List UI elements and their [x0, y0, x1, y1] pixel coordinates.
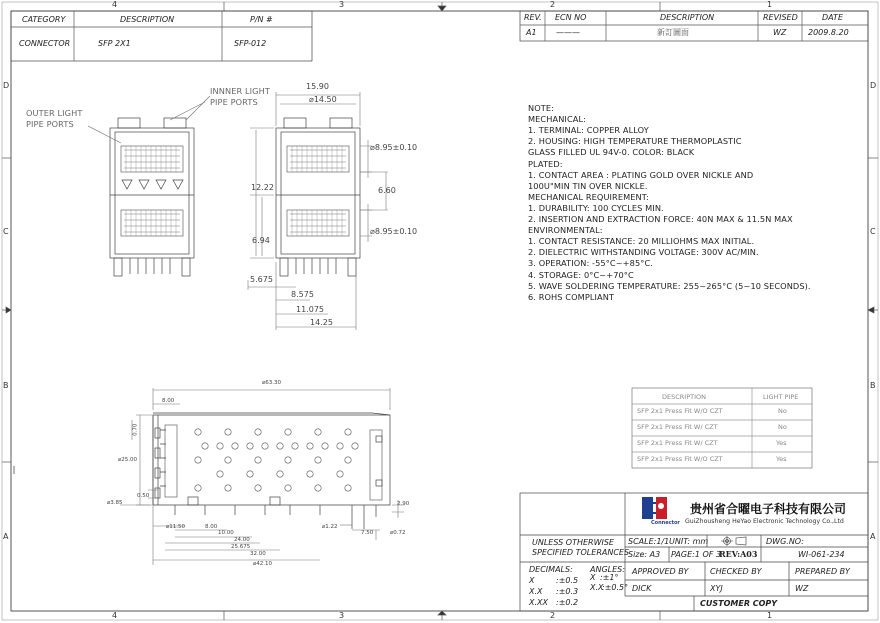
zone-top-1: 1: [767, 0, 773, 9]
dim-8-00-bottom: 8.00: [205, 524, 218, 530]
note-line: 5. WAVE SOLDERING TEMPERATURE: 255~265°C (5~10 SECONDS).: [528, 280, 811, 291]
vent-hole: [247, 471, 253, 477]
note-line: 2. INSERTION AND EXTRACTION FORCE: 40N MAX & 11.5N MAX: [528, 214, 793, 224]
zone-bottom-2: 2: [550, 611, 556, 620]
vent-hole: [322, 443, 328, 449]
dim-6-60: 6.60: [378, 186, 396, 195]
zone-left-d: D: [3, 81, 10, 90]
company-name-cn: 贵州省合曜电子科技有限公司: [690, 502, 847, 516]
dec-xxx-value: :±0.2: [556, 598, 579, 607]
zone-right-b: B: [870, 381, 876, 390]
tolerance-title-1: UNLESS OTHERWISE: [532, 538, 614, 547]
dim-42-10: ⌀42.10: [253, 561, 273, 567]
vent-hole: [217, 443, 223, 449]
note-line: 1. DURABILITY: 100 CYCLES MIN.: [528, 202, 664, 213]
description-value: SFP 2X1: [98, 39, 131, 48]
dim-8-95-upper: ⌀8.95±0.10: [370, 143, 418, 152]
tolerance-title-2: SPECIFIED TOLERANCES: [532, 548, 630, 557]
vent-hole: [262, 443, 268, 449]
customer-copy: CUSTOMER COPY: [700, 599, 778, 608]
vent-hole: [285, 457, 291, 463]
zone-bottom-3: 3: [339, 611, 345, 620]
dec-xx-value: :±0.3: [556, 587, 579, 596]
vent-hole: [255, 485, 261, 491]
zone-right-c: C: [870, 227, 876, 236]
dim-14-25: 14.25: [310, 318, 333, 327]
outer-light-pipe-callout-2: PIPE PORTS: [26, 119, 74, 129]
dim-0-70: 0.70: [132, 423, 139, 436]
note-line: MECHANICAL:: [528, 114, 586, 125]
dec-x-label: X: [529, 576, 535, 585]
zone-right-a: A: [870, 532, 876, 541]
ang-x-label: X: [590, 573, 596, 582]
logo-caption: Connector: [651, 520, 680, 526]
scale: SCALE:1/1: [628, 537, 670, 546]
note-line: 1. TERMINAL: COPPER ALLOY: [528, 125, 649, 136]
ecn-header: ECN NO: [555, 13, 587, 22]
vent-hole: [285, 429, 291, 435]
options-row-description: SFP 2x1 Press Fit W/O CZT: [637, 407, 723, 415]
outer-light-pipe-callout-1: OUTER LIGHT: [26, 108, 83, 118]
vent-hole: [352, 443, 358, 449]
revised-header: REVISED: [763, 13, 798, 22]
note-line: 2. HOUSING: HIGH TEMPERATURE THERMOPLASTIC: [528, 136, 742, 147]
inner-light-pipe-callout-1: INNNER LIGHT: [210, 86, 270, 96]
vent-hole: [225, 485, 231, 491]
vent-hole: [195, 457, 201, 463]
dim-5-675: 5.675: [250, 275, 273, 284]
ecn-value: ———: [556, 28, 580, 37]
zone-top-4: 4: [112, 0, 118, 9]
revised-value: WZ: [773, 28, 787, 37]
note-line: 2. DIELECTRIC WITHSTANDING VOLTAGE: 300V AC/MIN.: [528, 247, 759, 258]
options-row-light-pipe: No: [778, 423, 787, 431]
dec-xxx-label: X.XX: [529, 598, 548, 607]
dwg-no-value: WI-061-234: [798, 550, 845, 559]
dim-0-50: 0.50: [137, 493, 150, 499]
dim-7-50: 7.50: [361, 530, 374, 536]
vent-hole: [225, 429, 231, 435]
dim-8-95-lower: ⌀8.95±0.10: [370, 227, 418, 236]
dim-14-50: ⌀14.50: [309, 95, 337, 104]
category-value: CONNECTOR: [19, 39, 71, 48]
options-header-description: DESCRIPTION: [662, 393, 706, 401]
page: PAGE:1 OF 3: [671, 550, 722, 559]
vent-hole: [232, 443, 238, 449]
dec-x-value: :±0.5: [556, 576, 579, 585]
pn-value: SFP-012: [234, 39, 267, 48]
rev-value: A1: [526, 28, 537, 37]
ang-xx-label: X.X: [590, 583, 604, 592]
dim-0-72: ⌀0.72: [390, 530, 406, 536]
ang-x-value: :±1°: [600, 573, 619, 582]
zone-top-3: 3: [339, 0, 345, 9]
decimals-label: DECIMALS:: [529, 565, 573, 574]
vent-hole: [195, 429, 201, 435]
options-header-light-pipe: LIGHT PIPE: [763, 393, 799, 401]
vent-hole: [337, 471, 343, 477]
zone-left-b: B: [3, 381, 9, 390]
unit: UNIT: mm: [669, 537, 709, 546]
dim-32-00: 32.00: [250, 551, 266, 557]
company-name-en: GuiZhousheng HeYao Electronic Technology Co.,Ltd: [685, 518, 844, 525]
date-value: 2009.8.20: [808, 28, 849, 37]
rev-description-header: DESCRIPTION: [660, 13, 715, 22]
zone-bottom-1: 1: [767, 611, 773, 620]
description-label: DESCRIPTION: [120, 15, 175, 24]
zone-left-a: A: [3, 532, 9, 541]
zone-bottom-4: 4: [112, 611, 118, 620]
dim-8-00-top: 8.00: [162, 398, 175, 404]
dim-11-075: 11.075: [296, 305, 324, 314]
dec-xx-label: X.X: [529, 587, 543, 596]
rev-description-value: 新訂圖面: [657, 28, 689, 37]
note-line: ENVIRONMENTAL:: [528, 225, 603, 236]
dim-2-90: 2.90: [397, 501, 410, 507]
size: Size: A3: [628, 550, 661, 559]
vent-hole: [195, 485, 201, 491]
note-line: 100U"MIN TIN OVER NICKLE.: [528, 180, 648, 191]
vent-hole: [277, 443, 283, 449]
vent-hole: [292, 443, 298, 449]
vent-hole: [255, 429, 261, 435]
vent-hole: [217, 471, 223, 477]
vent-hole: [307, 471, 313, 477]
checked-by-label: CHECKED BY: [710, 567, 762, 576]
vent-hole: [345, 429, 351, 435]
dim-1-22: ⌀1.22: [322, 524, 338, 530]
date-header: DATE: [822, 13, 843, 22]
dim-63-30: ⌀63.30: [262, 380, 282, 386]
vent-hole: [255, 457, 261, 463]
dim-25-675: 25.675: [231, 544, 251, 550]
inner-light-pipe-callout-2: PIPE PORTS: [210, 97, 258, 107]
ang-xx-value: :±0.5°: [602, 583, 629, 592]
vent-hole: [345, 457, 351, 463]
dim-25-00: ⌀25.00: [118, 457, 138, 463]
vent-hole: [277, 471, 283, 477]
vent-hole: [315, 457, 321, 463]
options-row-light-pipe: Yes: [776, 455, 787, 463]
zone-top-2: 2: [550, 0, 556, 9]
note-line: NOTE:: [528, 103, 555, 113]
vent-hole: [202, 443, 208, 449]
dim-10-00: 10.00: [218, 530, 234, 536]
note-line: 1. CONTACT AREA : PLATING GOLD OVER NICKLE AND: [528, 169, 754, 180]
approver-name: DICK: [632, 584, 652, 593]
vent-hole: [307, 443, 313, 449]
approved-by-label: APPROVED BY: [632, 567, 689, 576]
vent-hole: [315, 485, 321, 491]
dim-8-575: 8.575: [291, 290, 314, 299]
rev-header: REV.: [524, 13, 542, 22]
dim-11-50: ⌀11.50: [166, 524, 186, 530]
options-row-light-pipe: Yes: [776, 439, 787, 447]
note-line: 4. STORAGE: 0°C~+70°C: [528, 269, 634, 280]
preparer-name: WZ: [795, 584, 809, 593]
note-line: 6. ROHS COMPLIANT: [528, 291, 615, 302]
dim-3-85: ⌀3.85: [107, 500, 123, 506]
note-line: MECHANICAL REQUIREMENT:: [528, 191, 649, 202]
dwg-no-label: DWG.NO:: [766, 537, 804, 546]
revision-code: REV:A03: [719, 549, 758, 559]
zone-left-c: C: [3, 227, 9, 236]
dim-6-94: 6.94: [252, 236, 270, 245]
dim-24-00: 24.00: [234, 537, 250, 543]
options-row-description: SFP 2x1 Press Fit W/ CZT: [637, 439, 718, 447]
vent-hole: [247, 443, 253, 449]
vent-hole: [345, 485, 351, 491]
pn-label: P/N #: [250, 15, 273, 24]
vent-hole: [285, 485, 291, 491]
options-row-light-pipe: No: [778, 407, 787, 415]
vent-hole: [337, 443, 343, 449]
options-row-description: SFP 2x1 Press Fit W/O CZT: [637, 455, 723, 463]
note-line: PLATED:: [528, 158, 563, 169]
prepared-by-label: PREPARED BY: [795, 567, 850, 576]
checker-name: XYJ: [710, 584, 723, 593]
angles-label: ANGLES:: [590, 565, 625, 574]
category-label: CATEGORY: [22, 15, 66, 24]
zone-right-d: D: [870, 81, 877, 90]
options-row-description: SFP 2x1 Press Fit W/ CZT: [637, 423, 718, 431]
dim-12-22: 12.22: [251, 183, 274, 192]
vent-hole: [225, 457, 231, 463]
note-line: 1. CONTACT RESISTANCE: 20 MILLIOHMS MAX INITIAL.: [528, 236, 755, 247]
note-line: 3. OPERATION: -55°C~+85°C.: [528, 258, 653, 269]
note-line: GLASS FILLED UL 94V-0. COLOR: BLACK: [528, 147, 695, 158]
vent-hole: [315, 429, 321, 435]
dim-15-90: 15.90: [306, 82, 329, 91]
